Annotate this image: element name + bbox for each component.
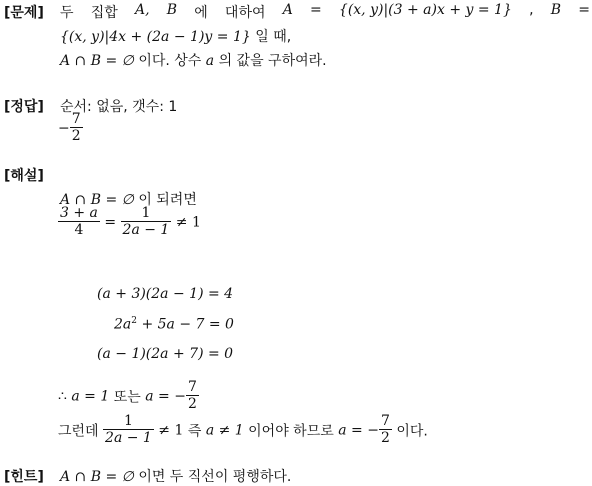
final-text-end: 이다. <box>396 423 428 440</box>
hint-label: [힌트] <box>4 469 44 485</box>
problem-token: A <box>282 2 293 18</box>
ratio-neq: ≠ 1 <box>175 214 201 231</box>
ratio-2-numerator: 1 <box>141 205 151 221</box>
result-numerator: 7 <box>187 379 197 395</box>
problem-text: 의 값을 구하여라. <box>218 53 327 69</box>
final-frac-denominator: 2a − 1 <box>105 430 152 446</box>
result-denominator: 2 <box>187 396 197 412</box>
ratio-1-numerator: 3 + a <box>60 205 98 221</box>
therefore-symbol: ∴ <box>58 388 67 405</box>
result-fraction <box>186 380 199 413</box>
ratio-1-denominator: 4 <box>58 221 100 239</box>
answer-denominator: 2 <box>71 128 81 144</box>
hint-line <box>60 466 291 486</box>
answer-minus: − <box>58 120 70 137</box>
hint-condition: A ∩ B = ∅ <box>60 469 134 485</box>
problem-var: a <box>205 53 215 69</box>
final-text-jeuk: 즉 <box>187 423 202 440</box>
final-line <box>58 414 428 447</box>
problem-text: 이다. 상수 <box>138 53 202 69</box>
problem-token: 대하여 <box>224 5 266 21</box>
answer-fraction <box>70 112 83 145</box>
solution-condition-text: 이 되려면 <box>138 192 197 208</box>
result-line <box>58 380 199 413</box>
eq2-exponent: 2 <box>131 316 137 326</box>
final-neq: ≠ 1 <box>158 422 184 439</box>
answer-numerator: 7 <box>71 111 81 127</box>
final-answer-numerator: 7 <box>380 413 390 429</box>
solution-condition: A ∩ B = ∅ <box>60 192 134 208</box>
final-answer-denominator: 2 <box>380 430 390 446</box>
problem-token: = <box>310 2 322 18</box>
equation-line-3: (a − 1)(2a + 7) = 0 <box>97 346 234 362</box>
problem-token: {(x, y)|(3 + a)x + y = 1} <box>338 2 512 18</box>
final-answer: a = − <box>338 422 379 439</box>
hint-text: 이면 두 직선이 평행하다. <box>138 469 292 485</box>
result-1: a = 1 <box>71 388 110 405</box>
final-fraction-1 <box>103 414 154 447</box>
problem-token: = <box>578 2 590 18</box>
final-answer-fraction <box>379 414 392 447</box>
final-text-must: 이어야 하므로 <box>248 423 334 440</box>
ratio-equals: = <box>104 214 117 231</box>
problem-line-3 <box>60 50 327 70</box>
problem-condition: A ∩ B = ∅ <box>60 53 134 69</box>
ratio-fraction-2 <box>121 206 172 239</box>
problem-token: B <box>550 2 561 18</box>
eq2-rest: + 5a − 7 = 0 <box>141 316 234 333</box>
problem-set-b: {(x, y)|4x + (2a − 1)y = 1} <box>60 29 251 45</box>
result-or: 또는 <box>113 389 141 406</box>
result-2: a = − <box>145 388 186 405</box>
problem-label: [문제] <box>4 5 44 21</box>
problem-line-1 <box>60 2 590 22</box>
problem-token: 에 <box>194 5 208 21</box>
final-intro: 그런데 <box>58 423 99 440</box>
equation-line-1: (a + 3)(2a − 1) = 4 <box>97 286 234 302</box>
final-frac-numerator: 1 <box>123 413 133 429</box>
ratio-2-denominator: 2a − 1 <box>122 222 170 238</box>
answer-label: [정답] <box>4 99 44 115</box>
final-cond: a ≠ 1 <box>205 422 244 439</box>
eq2-term: 2a <box>114 316 132 333</box>
problem-token: , <box>529 2 534 18</box>
problem-token: 집합 <box>90 5 118 21</box>
equation-line-2 <box>114 316 234 333</box>
ratio-fraction-1 <box>58 206 100 239</box>
problem-token: A, <box>134 2 150 18</box>
solution-label: [해설] <box>4 168 44 184</box>
answer-value <box>58 112 83 145</box>
solution-ratio-line <box>58 206 201 239</box>
problem-line2-text: 일 때, <box>255 29 292 45</box>
problem-token: B <box>166 2 178 18</box>
problem-line-2 <box>60 26 291 46</box>
answer-line-1: 순서: 없음, 갯수: 1 <box>60 99 178 115</box>
problem-token: 두 <box>60 5 74 21</box>
